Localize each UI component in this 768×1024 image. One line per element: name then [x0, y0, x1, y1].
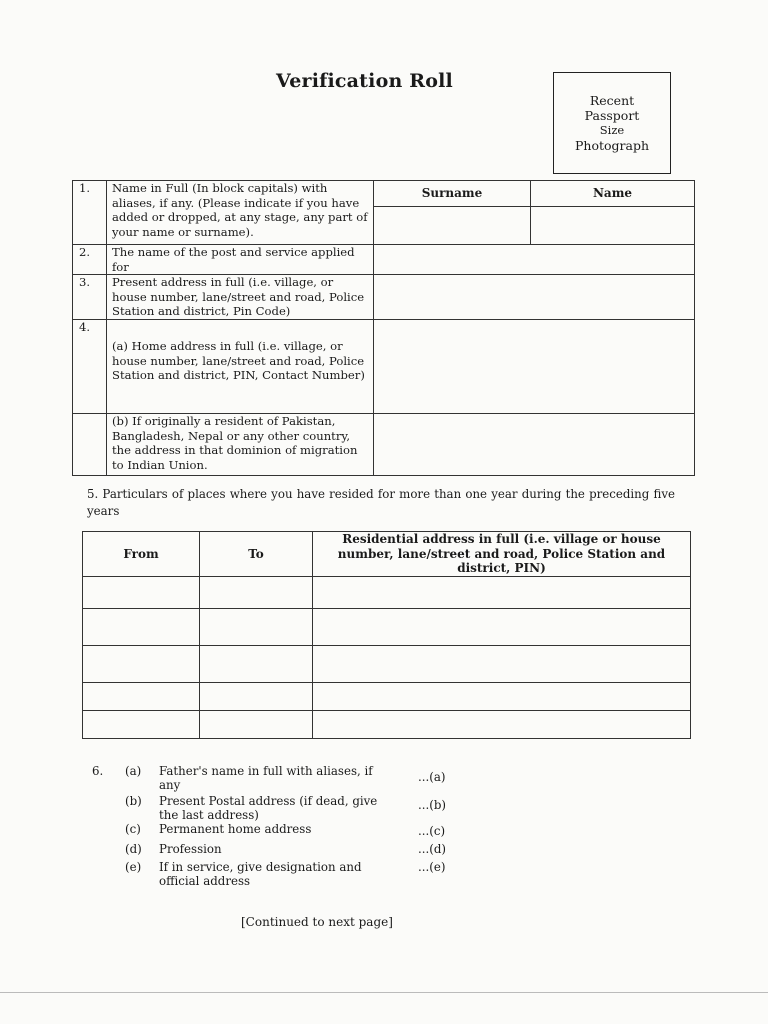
name-field[interactable] [531, 207, 695, 245]
from-header: From [83, 532, 200, 577]
page-title: Verification Roll [276, 70, 453, 92]
item-text: Permanent home address [159, 822, 312, 836]
from-field[interactable] [83, 609, 200, 646]
post-service-field[interactable] [374, 245, 695, 275]
address-header: Residential address in full (i.e. village or house number, lane/street and road, Police Station and district, PIN) [313, 532, 691, 577]
item-text: Profession [159, 842, 222, 856]
item-ref: ...(b) [418, 798, 447, 812]
list-item [92, 861, 492, 891]
surname-field[interactable] [374, 207, 531, 245]
to-field[interactable] [200, 711, 313, 739]
address-field[interactable] [313, 646, 691, 683]
to-field[interactable] [200, 609, 313, 646]
item-letter: (b) [125, 794, 142, 808]
row-number: 2. [73, 245, 107, 275]
section5-text: 5. Particulars of places where you have resided for more than one year during the preceding five years [87, 487, 675, 518]
photo-placeholder-box [553, 72, 671, 174]
list-item [92, 795, 492, 823]
photo-label-line3: Size [599, 123, 625, 137]
to-field[interactable] [200, 577, 313, 609]
row-number [73, 414, 107, 476]
continued-note: [Continued to next page] [241, 915, 393, 929]
item-text: Father's name in full with aliases, if any [159, 764, 373, 792]
from-field[interactable] [83, 646, 200, 683]
personal-details-table [72, 180, 695, 476]
item-letter: (a) [125, 764, 142, 778]
row-number: 1. [73, 181, 107, 245]
item-ref: ...(a) [418, 770, 446, 784]
to-field[interactable] [200, 683, 313, 711]
migration-address-field[interactable] [374, 414, 695, 476]
surname-header: Surname [374, 181, 531, 207]
question-cell: Name in Full (In block capitals) with aliases, if any. (Please indicate if you have added or dropped, at any stage, any part of your name or surname). [107, 181, 374, 245]
page-edge-divider [0, 992, 768, 993]
list-item [92, 765, 492, 795]
item-ref: ...(c) [418, 824, 446, 838]
question-cell: Present address in full (i.e. village, or house number, lane/street and road, Police Station and district, Pin Code) [107, 275, 374, 320]
question-cell: The name of the post and service applied for [107, 245, 374, 275]
table-row [83, 646, 691, 683]
residence-history-table [82, 531, 691, 739]
table-row [83, 609, 691, 646]
from-field[interactable] [83, 683, 200, 711]
table-row [83, 577, 691, 609]
from-field[interactable] [83, 711, 200, 739]
item-ref: ...(d) [418, 842, 447, 856]
name-header: Name [531, 181, 695, 207]
home-address-field[interactable] [374, 320, 695, 414]
item-text: Present Postal address (if dead, give the last address) [159, 794, 378, 822]
row-number: 3. [73, 275, 107, 320]
photo-label-line1: Recent [589, 93, 635, 108]
to-header: To [200, 532, 313, 577]
question-cell: (b) If originally a resident of Pakistan, Bangladesh, Nepal or any other country, the address in that dominion of migration to Indian Union. [107, 414, 374, 476]
address-field[interactable] [313, 577, 691, 609]
question-cell: (a) Home address in full (i.e. village, or house number, lane/street and road, Police Station and district, PIN, Contact Number) [107, 320, 374, 414]
address-field[interactable] [313, 609, 691, 646]
list-item [92, 823, 492, 843]
address-field[interactable] [313, 711, 691, 739]
list-item [92, 843, 492, 861]
item-ref: ...(e) [418, 860, 446, 874]
section6-number: 6. [92, 764, 104, 778]
table-row [83, 711, 691, 739]
item-letter: (c) [125, 822, 141, 836]
section6 [92, 765, 492, 891]
to-field[interactable] [200, 646, 313, 683]
item-text: If in service, give designation and official address [159, 860, 362, 888]
present-address-field[interactable] [374, 275, 695, 320]
table-row [83, 683, 691, 711]
row-number: 4. [73, 320, 107, 414]
address-field[interactable] [313, 683, 691, 711]
photo-label-line2: Passport [584, 108, 640, 123]
item-letter: (d) [125, 842, 142, 856]
photo-label-line4: Photograph [574, 138, 650, 153]
item-letter: (e) [125, 860, 142, 874]
from-field[interactable] [83, 577, 200, 609]
